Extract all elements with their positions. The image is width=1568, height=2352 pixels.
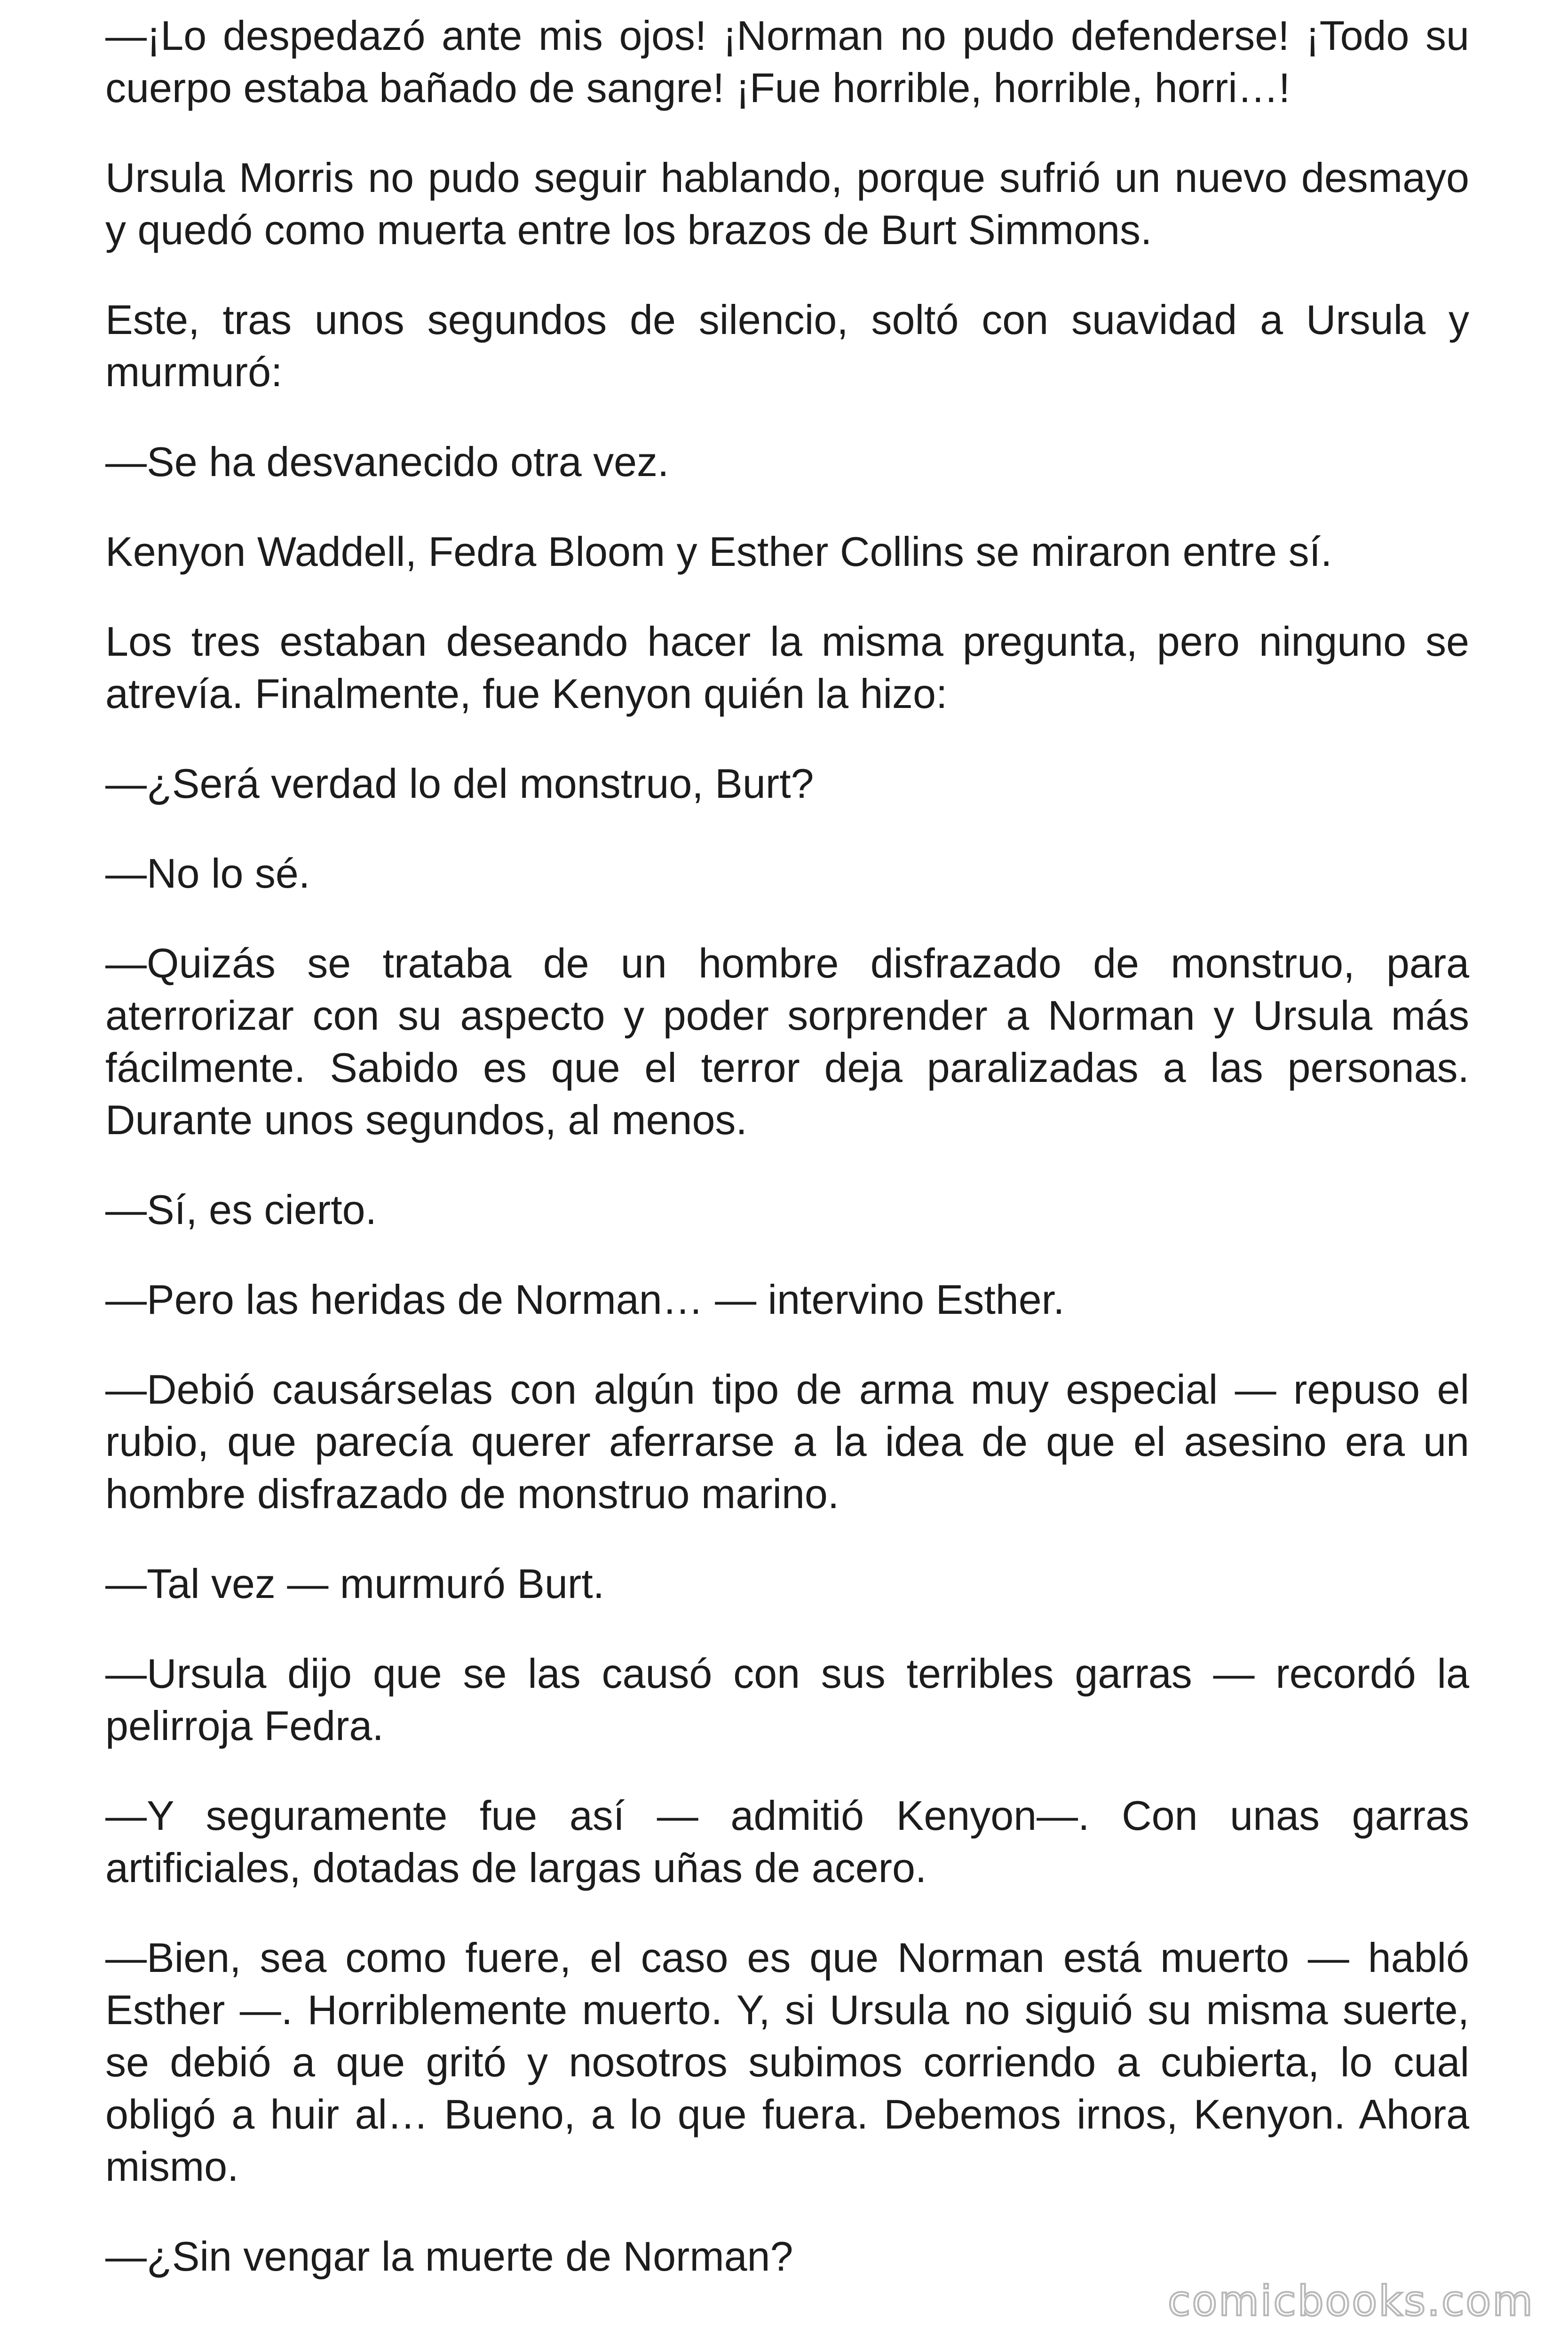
paragraph: Kenyon Waddell, Fedra Bloom y Esther Collins se miraron entre sí. bbox=[105, 528, 1332, 575]
paragraph: —Pero las heridas de Norman… — intervino Esther. bbox=[105, 1276, 1065, 1323]
paragraph: —No lo sé. bbox=[105, 850, 310, 897]
document-page bbox=[105, 9, 1469, 2282]
paragraph: —Y seguramente fue así — admitió Kenyon—. Con unas garras artificiales, dotadas de largas uñas de acero. bbox=[105, 1792, 1469, 1891]
paragraph: —¡Lo despedazó ante mis ojos! ¡Norman no pudo defenderse! ¡Todo su cuerpo estaba bañado de sangre! ¡Fue horrible, horrible, horri…! bbox=[105, 12, 1469, 111]
paragraph: —Quizás se trataba de un hombre disfrazado de monstruo, para aterrorizar con su aspecto y poder sorprender a Norman y Ursula más fácilmente. Sabido es que el terror deja paralizadas a las personas. Durante unos segundos, al menos. bbox=[105, 940, 1469, 1143]
paragraph: —Se ha desvanecido otra vez. bbox=[105, 438, 669, 485]
paragraph: —¿Será verdad lo del monstruo, Burt? bbox=[105, 760, 814, 807]
watermark-text: comicbooks.com bbox=[1167, 2277, 1534, 2325]
paragraph: —¿Sin vengar la muerte de Norman? bbox=[105, 2233, 793, 2280]
paragraph: —Ursula dijo que se las causó con sus terribles garras — recordó la pelirroja Fedra. bbox=[105, 1650, 1469, 1749]
paragraph: —Sí, es cierto. bbox=[105, 1186, 377, 1233]
paragraph: Este, tras unos segundos de silencio, soltó con suavidad a Ursula y murmuró: bbox=[105, 296, 1469, 395]
paragraph: Ursula Morris no pudo seguir hablando, porque sufrió un nuevo desmayo y quedó como muerta entre los brazos de Burt Simmons. bbox=[105, 154, 1469, 253]
paragraph: —Debió causárselas con algún tipo de arma muy especial — repuso el rubio, que parecía querer aferrarse a la idea de que el asesino era un hombre disfrazado de monstruo marino. bbox=[105, 1366, 1469, 1517]
paragraph: Los tres estaban deseando hacer la misma pregunta, pero ninguno se atrevía. Finalmente, fue Kenyon quién la hizo: bbox=[105, 618, 1469, 717]
paragraph: —Tal vez — murmuró Burt. bbox=[105, 1560, 605, 1607]
paragraph: —Bien, sea como fuere, el caso es que Norman está muerto — habló Esther —. Horriblemente muerto. Y, si Ursula no siguió su misma suerte, se debió a que gritó y nosotros subimos corriendo a cubierta, lo cual obligó a huir al… Bueno, a lo que fuera. Debemos irnos, Kenyon. Ahora mismo. bbox=[105, 1934, 1469, 2190]
